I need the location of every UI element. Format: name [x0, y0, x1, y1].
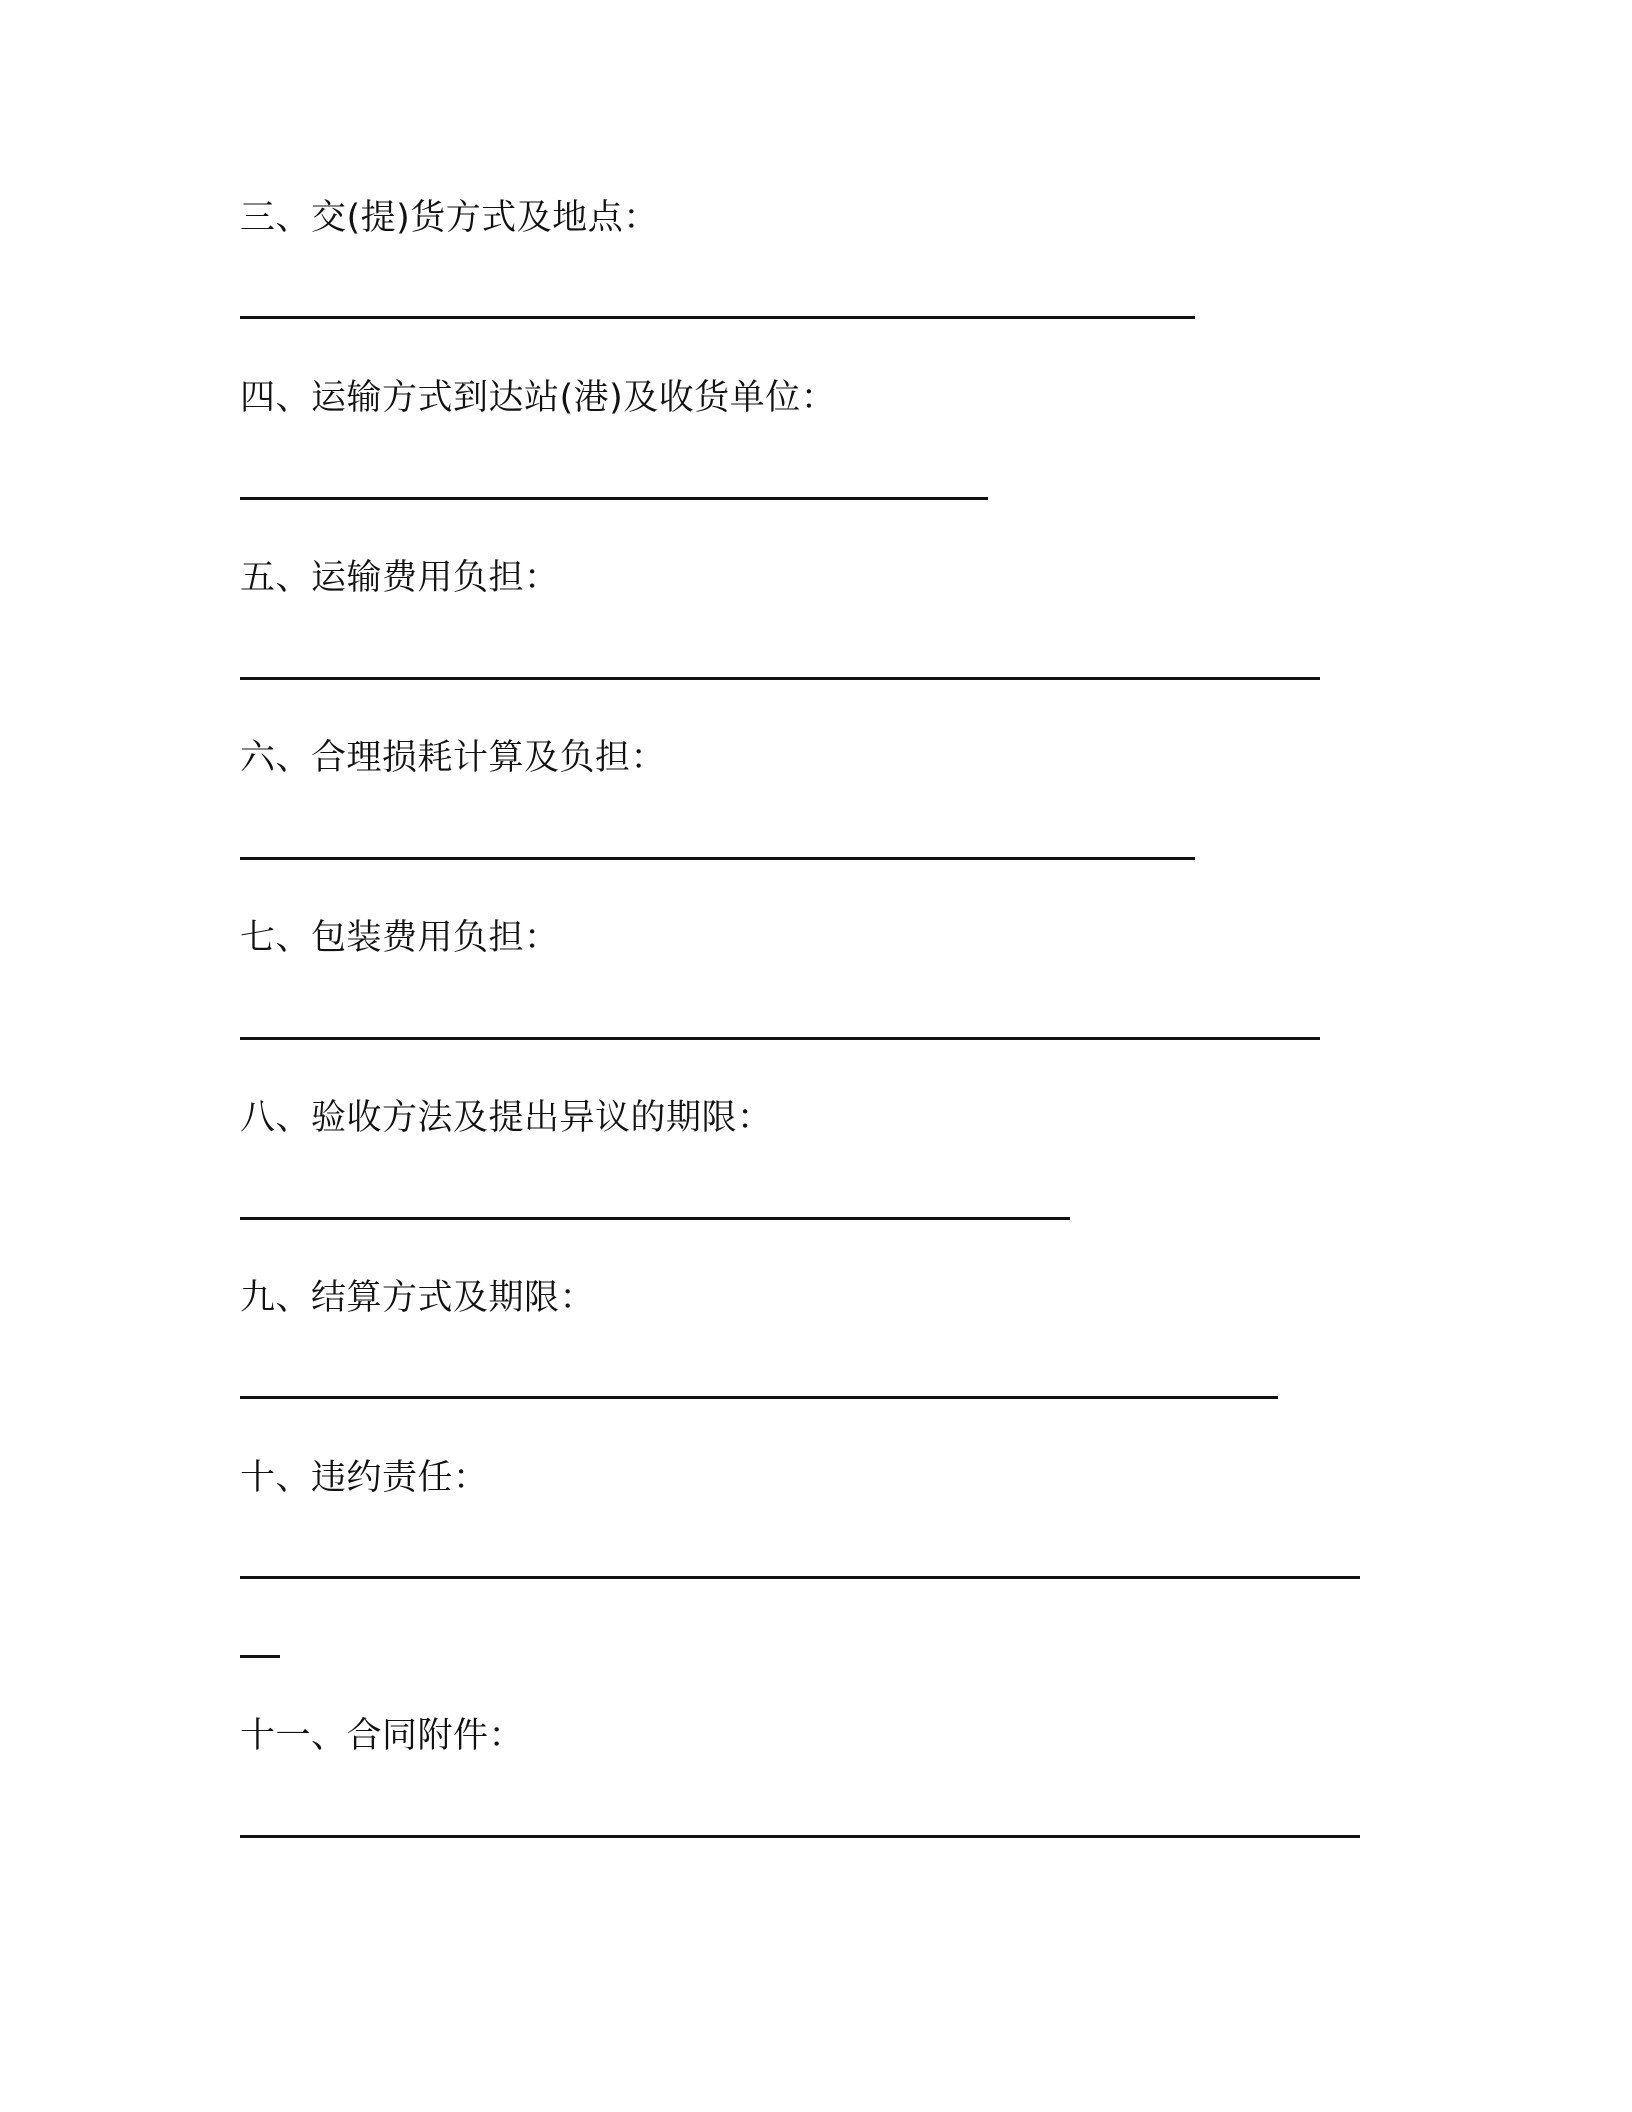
section-4-fill-line — [240, 497, 988, 500]
section-10-heading: 十、违约责任： — [240, 1458, 489, 1498]
section-3-fill-line — [240, 316, 1195, 319]
section-7-heading: 七、包装费用负担： — [240, 918, 560, 958]
section-6-fill-line — [240, 857, 1195, 860]
section-8-heading: 八、验收方法及提出异议的期限： — [240, 1098, 773, 1138]
section-6-heading: 六、合理损耗计算及负担： — [240, 738, 667, 778]
section-11-heading: 十一、合同附件： — [240, 1716, 525, 1756]
section-10-fill-line — [240, 1576, 1360, 1579]
section-9-heading: 九、结算方式及期限： — [240, 1278, 596, 1318]
section-5-fill-line — [240, 677, 1320, 680]
section-11-fill-line — [240, 1835, 1360, 1838]
section-9-fill-line — [240, 1396, 1278, 1399]
section-3-heading: 三、交(提)货方式及地点： — [240, 198, 659, 238]
section-4-heading: 四、运输方式到达站(港)及收货单位： — [240, 378, 837, 418]
section-10-fill-line-continuation — [240, 1655, 280, 1658]
section-8-fill-line — [240, 1217, 1070, 1220]
section-5-heading: 五、运输费用负担： — [240, 558, 560, 598]
section-7-fill-line — [240, 1037, 1320, 1040]
